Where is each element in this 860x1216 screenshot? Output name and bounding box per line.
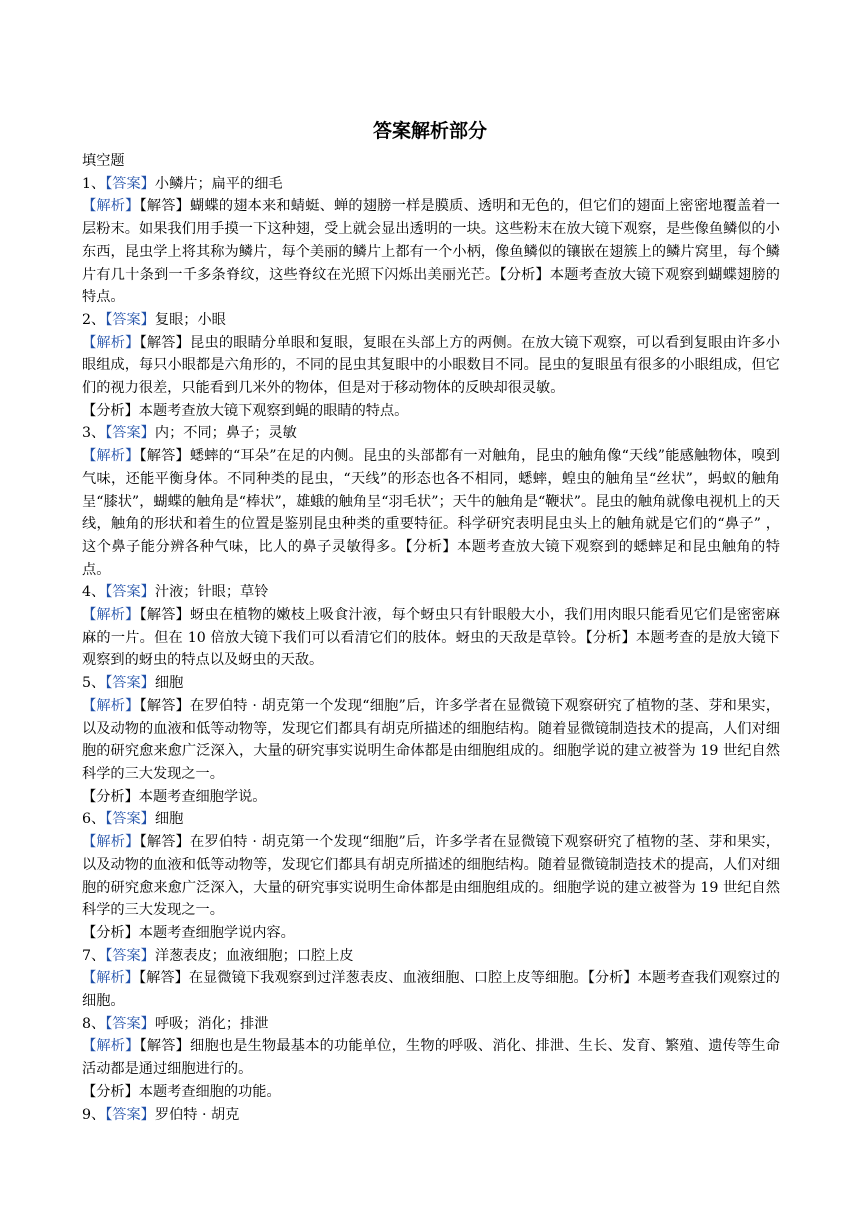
- answer-text: 小鳞片；扁平的细毛: [154, 175, 283, 192]
- explanation-text: 【解答】蝴蝶的翅本来和蜻蜓、蝉的翅膀一样是膜质、透明和无色的，但它们的翅面上密密地覆盖着一层粉末。如果我们用手摸一下这种翅，受上就会显出透明的一块。这些粉末在放大镜下观察，是些像鱼鳞似的小东西，昆虫学上将其称为鳞片，每个美丽的鳞片上都有一个小柄，像鱼鳞似的镶嵌在翅簇上的鳞片窝里，每个鳞片有几十条到一千多条脊纹，这些脊纹在光照下闪烁出美丽光芒。【分析】本题考查放大镜下观察到蝴蝶翅膀的特点。: [82, 198, 780, 306]
- answer-line: [82, 581, 780, 604]
- explanation-tag: 【解析】: [82, 334, 140, 351]
- answer-tag: 【答案】: [105, 311, 155, 328]
- answer-line: [82, 1104, 780, 1127]
- explanation-text: 【解答】在罗伯特 · 胡克第一个发现“细胞”后，许多学者在显微镜下观察研究了植物的茎、芽和果实，以及动物的血液和低等动物等，发现它们都具有胡克所描述的细胞结构。随着显微镜制造技术的提高，人们对细胞的研究愈来愈广泛深入，大量的研究事实说明生命体都是由细胞组成的。细胞学说的建立被誉为 19 世纪自然科学的三大发现之一。: [82, 834, 780, 919]
- answer-line: [82, 945, 780, 968]
- answer-tag: 【答案】: [105, 1106, 155, 1123]
- explanation-text: 【解答】昆虫的眼睛分单眼和复眼，复眼在头部上方的两侧。在放大镜下观察，可以看到复眼由许多小眼组成，每只小眼都是六角形的，不同的昆虫其复眼中的小眼数目不同。昆虫的复眼虽有很多的小眼组成，但它们的视力很差，只能看到几米外的物体，但是对于移动物体的反映却很灵敏。: [82, 334, 780, 397]
- analysis-paragraph: 【分析】本题考查放大镜下观察到蝇的眼睛的特点。: [82, 402, 409, 419]
- explanation-text: 【解答】蚜虫在植物的嫩枝上吸食汁液，每个蚜虫只有针眼般大小，我们用肉眼只能看见它们是密密麻麻的一片。但在 10 倍放大镜下我们可以看清它们的肢体。蚜虫的天敌是草铃。【分析】本题考查的是放大镜下观察到的蚜虫的特点以及蚜虫的天敌。: [82, 607, 780, 669]
- explanation-text: 【解答】细胞也是生物最基本的功能单位，生物的呼吸、消化、排泄、生长、发育、繁殖、遗传等生命活动都是通过细胞进行的。: [82, 1038, 780, 1078]
- page-title: 答案解析部分: [372, 120, 487, 142]
- question-number: 3、: [82, 425, 106, 442]
- explanation-text: 【解答】在显微镜下我观察到过洋葱表皮、血液细胞、口腔上皮等细胞。【分析】本题考查我们观察过的细胞。: [82, 970, 780, 1010]
- explanation-tag: 【解析】: [82, 607, 140, 624]
- question-number: 8、: [82, 1015, 106, 1032]
- answer-text: 呼吸；消化；排泄: [154, 1015, 269, 1032]
- answer-line: [82, 1013, 780, 1036]
- question-number: 4、: [82, 584, 106, 601]
- answer-line: [82, 808, 780, 831]
- answer-line: [82, 672, 780, 695]
- analysis-paragraph: 【分析】本题考查细胞的功能。: [82, 1083, 281, 1100]
- explanation-paragraph: [82, 195, 780, 309]
- answer-line: [82, 173, 780, 196]
- explanation-paragraph: [82, 831, 780, 922]
- explanation-paragraph: [82, 1035, 780, 1080]
- answer-tag: 【答案】: [105, 1015, 155, 1032]
- question-number: 5、: [82, 675, 106, 692]
- answer-text: 内；不同；鼻子；灵敏: [154, 425, 297, 442]
- answer-text: 细胞: [154, 811, 184, 828]
- question-number: 6、: [82, 811, 106, 828]
- explanation-paragraph: [82, 604, 780, 672]
- section-heading: 填空题: [82, 153, 125, 169]
- answer-text: 复眼；小眼: [154, 311, 226, 328]
- explanation-tag: 【解析】: [82, 1038, 140, 1055]
- answer-text: 细胞: [154, 675, 184, 692]
- question-number: 2、: [82, 311, 106, 328]
- answer-tag: 【答案】: [105, 584, 155, 601]
- explanation-tag: 【解析】: [82, 448, 140, 465]
- question-number: 7、: [82, 947, 106, 964]
- explanation-tag: 【解析】: [82, 697, 140, 714]
- explanation-tag: 【解析】: [82, 198, 140, 215]
- answer-text: 洋葱表皮；血液细胞；口腔上皮: [154, 947, 354, 964]
- answer-line: [82, 309, 780, 332]
- answer-text: 汁液；针眼；草铃: [154, 584, 269, 601]
- answer-list: [82, 173, 780, 1127]
- explanation-paragraph: [82, 695, 780, 786]
- answer-tag: 【答案】: [105, 425, 155, 442]
- answer-tag: 【答案】: [105, 675, 155, 692]
- explanation-paragraph: [82, 967, 780, 1012]
- analysis-paragraph: 【分析】本题考查细胞学说。: [82, 788, 267, 805]
- explanation-text: 【解答】在罗伯特 · 胡克第一个发现“细胞”后，许多学者在显微镜下观察研究了植物的茎、芽和果实，以及动物的血液和低等动物等，发现它们都具有胡克所描述的细胞结构。随着显微镜制造技术的提高，人们对细胞的研究愈来愈广泛深入，大量的研究事实说明生命体都是由细胞组成的。细胞学说的建立被誉为 19 世纪自然科学的三大发现之一。: [82, 697, 780, 782]
- answer-tag: 【答案】: [105, 811, 155, 828]
- explanation-paragraph: [82, 332, 780, 400]
- explanation-tag: 【解析】: [82, 834, 140, 851]
- analysis-paragraph: 【分析】本题考查细胞学说内容。: [82, 924, 295, 941]
- question-number: 1、: [82, 175, 106, 192]
- answer-tag: 【答案】: [105, 175, 155, 192]
- answer-content: [82, 150, 780, 1126]
- question-number: 9、: [82, 1106, 106, 1123]
- answer-text: 罗伯特 · 胡克: [154, 1106, 240, 1123]
- answer-tag: 【答案】: [105, 947, 155, 964]
- explanation-paragraph: [82, 445, 780, 581]
- explanation-tag: 【解析】: [82, 970, 139, 987]
- explanation-text: 【解答】蟋蟀的“耳朵”在足的内侧。昆虫的头部都有一对触角，昆虫的触角像“天线”能感触物体，嗅到气味，还能平衡身体。不同种类的昆虫，“天线”的形态也各不相同，蟋蟀，蝗虫的触角呈“丝状”，蚂蚁的触角呈“膝状”，蝴蝶的触角是“棒状”，雄蛾的触角呈“羽毛状”；天牛的触角是“鞭状”。昆虫的触角就像电视机上的天线，触角的形状和着生的位置是鉴别昆虫种类的重要特征。科学研究表明昆虫头上的触角就是它们的“鼻子” ，这个鼻子能分辨各种气味，比人的鼻子灵敏得多。【分析】本题考查放大镜下观察到的蟋蟀足和昆虫触角的特点。: [82, 448, 780, 578]
- answer-line: [82, 422, 780, 445]
